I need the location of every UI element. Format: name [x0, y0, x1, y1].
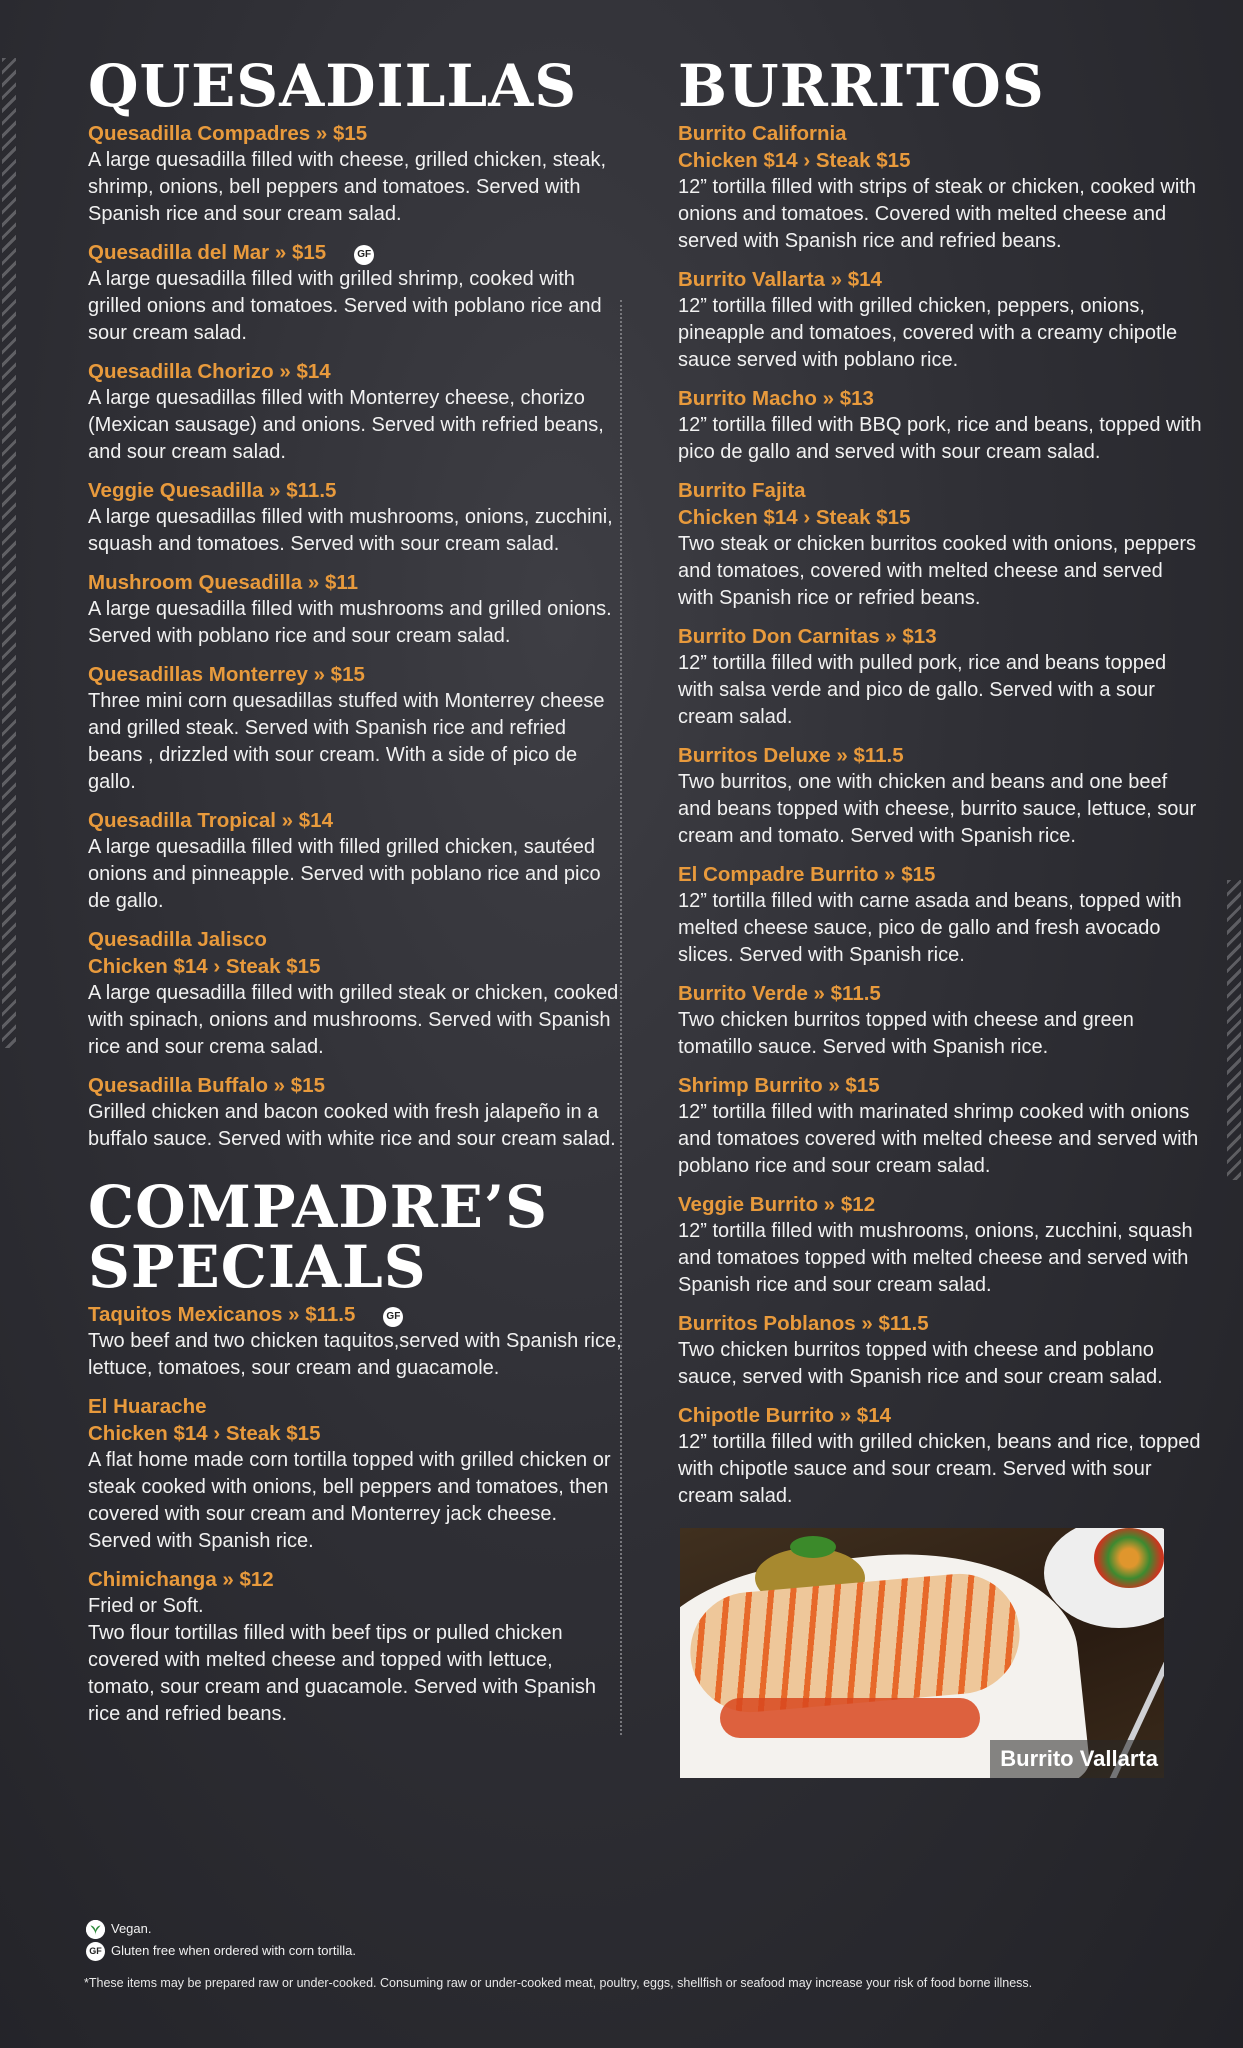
- item-name: Quesadilla del Mar » $15: [88, 241, 327, 264]
- item-name: Taquitos Mexicanos » $11.5: [88, 1303, 356, 1326]
- item-name: Shrimp Burrito » $15: [678, 1074, 880, 1097]
- item-desc: 12” tortilla filled with grilled chicken, beans and rice, topped with chipotle sauce and sour cream. Served with sour cream salad.: [678, 1431, 1201, 1507]
- item-desc: 12” tortilla filled with carne asada and beans, topped with melted cheese sauce, pico de gallo and fresh avocado slices. Served with Spanish rice.: [678, 890, 1182, 966]
- item-desc: Two chicken burritos topped with cheese and green tomatillo sauce. Served with Spanish rice.: [678, 1009, 1134, 1058]
- menu-item: [678, 477, 1203, 612]
- item-name: Chipotle Burrito » $14: [678, 1404, 892, 1427]
- menu-item: [678, 980, 1203, 1061]
- item-name: Burrito Verde » $11.5: [678, 982, 881, 1005]
- item-desc: A flat home made corn tortilla topped with grilled chicken or steak cooked with onions, bell peppers and tomatoes, then covered with sour cream and Monterrey jack cheese. Served with Spanish rice.: [88, 1449, 611, 1552]
- item-desc: A large quesadilla filled with mushrooms and grilled onions. Served with poblano rice and sour cream salad.: [88, 598, 612, 647]
- item-name: Burrito Vallarta » $14: [678, 268, 882, 291]
- menu-item: [88, 807, 623, 915]
- item-name-row: [88, 239, 623, 266]
- menu-item: [678, 120, 1203, 255]
- item-desc: A large quesadilla filled with grilled steak or chicken, cooked with spinach, onions and mushrooms. Served with Spanish rice and sour crema salad.: [88, 982, 619, 1058]
- decorative-stripes-right: [1227, 880, 1241, 1180]
- menu-item: [88, 239, 623, 347]
- item-name: Burrito California: [678, 122, 847, 145]
- item-desc: 12” tortilla filled with grilled chicken, peppers, onions, pineapple and tomatoes, covered with a creamy chipotle sauce served with poblano rice.: [678, 295, 1178, 371]
- item-name: Burrito Fajita: [678, 479, 806, 502]
- burrito-photo: [680, 1528, 1164, 1778]
- item-name: Burritos Deluxe » $11.5: [678, 744, 904, 767]
- specials-title: COMPADRE’S SPECIALS: [88, 1173, 549, 1301]
- item-desc: Three mini corn quesadillas stuffed with Monterrey cheese and grilled steak. Served with Spanish rice and refried beans , drizzled with sour cream. With a side of pico de gallo.: [88, 690, 605, 793]
- menu-item: [678, 861, 1203, 969]
- menu-item: [678, 1402, 1203, 1510]
- item-desc: Two flour tortillas filled with beef tips or pulled chicken covered with melted cheese and topped with lettuce, tomato, sour cream and guacamole. Served with Spanish rice and refried beans.: [88, 1622, 597, 1725]
- item-price: Chicken $14 › Steak $15: [88, 1422, 321, 1445]
- menu-item: [678, 385, 1203, 466]
- item-desc: Two burritos, one with chicken and beans and one beef and beans topped with cheese, burrito sauce, lettuce, sour cream and tomato. Served with Spanish rice.: [678, 771, 1197, 847]
- menu-item: [88, 661, 623, 796]
- item-name: Veggie Quesadilla » $11.5: [88, 479, 337, 502]
- menu-item: [678, 742, 1203, 850]
- jalapeno: [790, 1536, 836, 1558]
- legend-gluten-free: [86, 1940, 356, 1962]
- item-name: Quesadilla Compadres » $15: [88, 122, 368, 145]
- menu-item: [88, 1301, 623, 1382]
- menu-item: [678, 1072, 1203, 1180]
- quesadillas-title: QUESADILLAS: [88, 52, 578, 120]
- item-desc: A large quesadillas filled with mushrooms, onions, zucchini, squash and tomatoes. Served with sour cream salad.: [88, 506, 613, 555]
- item-name: El Compadre Burrito » $15: [678, 863, 936, 886]
- salsa: [1094, 1528, 1164, 1588]
- item-name: Mushroom Quesadilla » $11: [88, 571, 359, 594]
- gluten-free-icon: GF: [86, 1942, 105, 1961]
- menu-item: [88, 477, 623, 558]
- item-desc: 12” tortilla filled with pulled pork, rice and beans topped with salsa verde and pico de gallo. Served with a sour cream salad.: [678, 652, 1167, 728]
- item-desc: A large quesadilla filled with filled grilled chicken, sautéed onions and pinneapple. Served with poblano rice and pico de gallo.: [88, 836, 601, 912]
- gluten-free-icon: GF: [383, 1307, 403, 1327]
- menu-item: [88, 120, 623, 228]
- menu-item: [88, 1072, 623, 1153]
- item-desc: Grilled chicken and bacon cooked with fresh jalapeño in a buffalo sauce. Served with white rice and sour cream salad.: [88, 1101, 616, 1150]
- item-name: Quesadilla Buffalo » $15: [88, 1074, 325, 1097]
- item-desc: Two beef and two chicken taquitos,served with Spanish rice, lettuce, tomatoes, sour cream and guacamole.: [88, 1330, 622, 1379]
- item-name: Burritos Poblanos » $11.5: [678, 1312, 929, 1335]
- item-name: Quesadilla Chorizo » $14: [88, 360, 331, 383]
- menu-item: [678, 1310, 1203, 1391]
- item-desc: Two steak or chicken burritos cooked with onions, peppers and tomatoes, covered with melted cheese and served with Spanish rice or refried beans.: [678, 533, 1197, 609]
- item-desc: 12” tortilla filled with strips of steak or chicken, cooked with onions and tomatoes. Covered with melted cheese and served with Spanish rice and refried beans.: [678, 176, 1196, 252]
- gluten-free-icon: GF: [354, 245, 374, 265]
- sauce: [720, 1698, 980, 1738]
- item-name: Quesadilla Tropical » $14: [88, 809, 333, 832]
- legend-vegan-text: Vegan.: [111, 1921, 152, 1936]
- menu-item: [678, 1191, 1203, 1299]
- item-note: Fried or Soft.: [88, 1595, 204, 1617]
- item-price: Chicken $14 › Steak $15: [678, 506, 911, 529]
- menu-item: [678, 266, 1203, 374]
- item-name: Burrito Don Carnitas » $13: [678, 625, 937, 648]
- vegan-icon: [86, 1920, 105, 1939]
- item-desc: 12” tortilla filled with mushrooms, onions, zucchini, squash and tomatoes topped with melted cheese and served with Spanish rice and sour cream salad.: [678, 1220, 1193, 1296]
- item-name: Chimichanga » $12: [88, 1568, 274, 1591]
- legend: [86, 1918, 356, 1962]
- item-desc: 12” tortilla filled with BBQ pork, rice and beans, topped with pico de gallo and served with sour cream salad.: [678, 414, 1202, 463]
- menu-item: [88, 569, 623, 650]
- item-desc: A large quesadilla filled with grilled shrimp, cooked with grilled onions and tomatoes. Served with poblano rice and sour cream salad.: [88, 268, 602, 344]
- menu-item: [88, 926, 623, 1061]
- item-desc: A large quesadilla filled with cheese, grilled chicken, steak, shrimp, onions, bell peppers and tomatoes. Served with Spanish rice and sour cream salad.: [88, 149, 607, 225]
- item-price: Chicken $14 › Steak $15: [88, 955, 321, 978]
- item-name: Quesadillas Monterrey » $15: [88, 663, 365, 686]
- item-desc: A large quesadillas filled with Monterrey cheese, chorizo (Mexican sausage) and onions. Served with refried beans, and sour cream salad.: [88, 387, 604, 463]
- item-name-row: [88, 1301, 623, 1328]
- photo-caption: Burrito Vallarta: [990, 1740, 1164, 1778]
- right-column: [678, 50, 1203, 1778]
- decorative-stripes-left: [2, 58, 16, 1048]
- burritos-title: BURRITOS: [678, 52, 1045, 120]
- menu-item: [678, 623, 1203, 731]
- legend-gluten-free-text: Gluten free when ordered with corn tortilla.: [111, 1943, 356, 1958]
- item-name: Veggie Burrito » $12: [678, 1193, 876, 1216]
- disclaimer: *These items may be prepared raw or under-cooked. Consuming raw or under-cooked meat, poultry, eggs, shellfish or seafood may increase your risk of food borne illness.: [84, 1976, 1033, 1990]
- item-name: Burrito Macho » $13: [678, 387, 874, 410]
- item-price: Chicken $14 › Steak $15: [678, 149, 911, 172]
- item-desc: Two chicken burritos topped with cheese and poblano sauce, served with Spanish rice and sour cream salad.: [678, 1339, 1163, 1388]
- item-name: Quesadilla Jalisco: [88, 928, 267, 951]
- left-column: [88, 50, 623, 1739]
- menu-item: [88, 1566, 623, 1728]
- menu-item: [88, 358, 623, 466]
- legend-vegan: [86, 1918, 356, 1940]
- item-name: El Huarache: [88, 1395, 207, 1418]
- menu-item: [88, 1393, 623, 1555]
- item-desc: 12” tortilla filled with marinated shrimp cooked with onions and tomatoes covered with melted cheese and served with poblano rice and sour cream salad.: [678, 1101, 1199, 1177]
